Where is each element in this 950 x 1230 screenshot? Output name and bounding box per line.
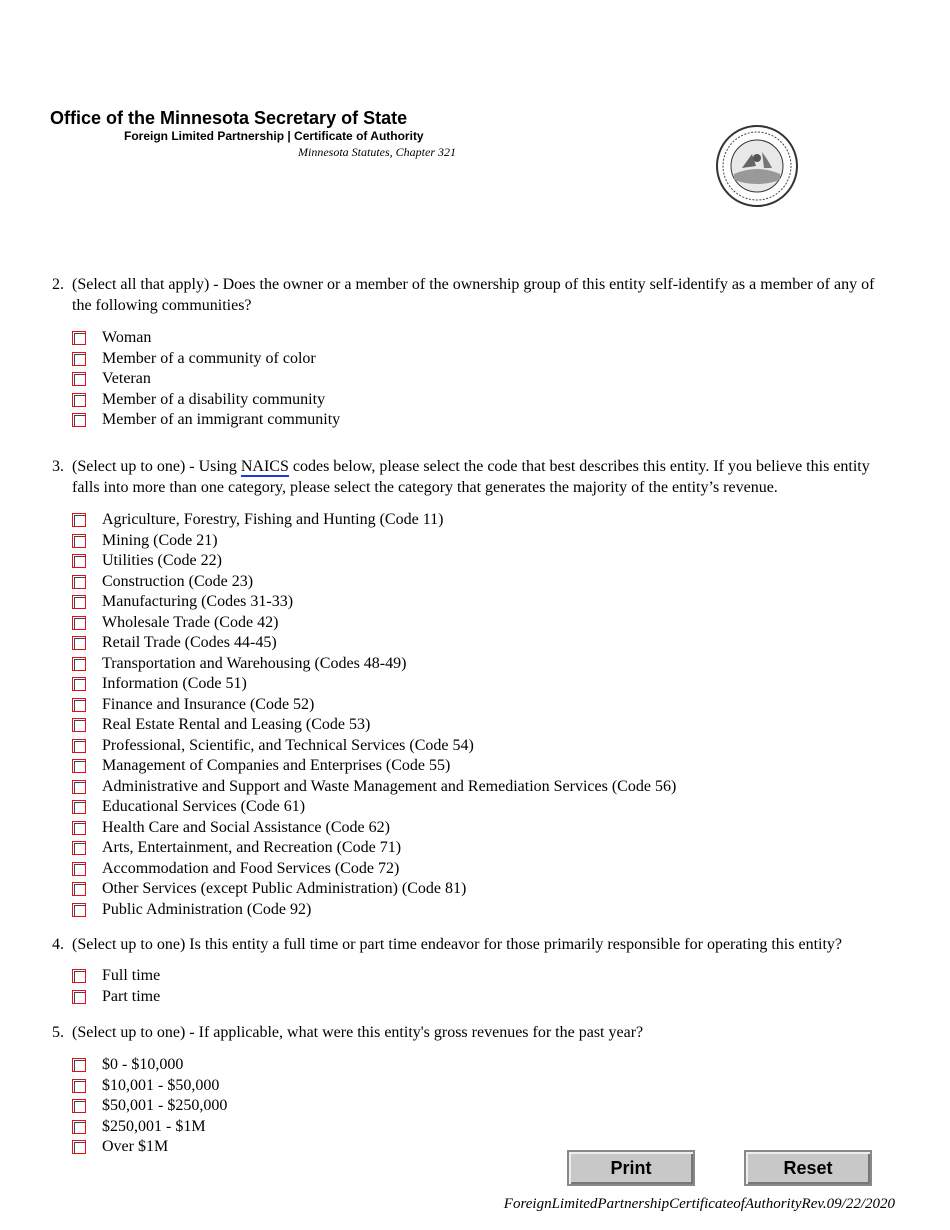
option-label: Mining (Code 21) (102, 531, 218, 549)
checkbox[interactable] (72, 636, 86, 650)
option-code-62[interactable] (72, 818, 676, 839)
question-number: 2. (52, 276, 64, 293)
option-immigrant-community[interactable] (72, 410, 340, 431)
option-label: Woman (102, 329, 152, 347)
option-label: Retail Trade (Codes 44-45) (102, 634, 277, 652)
option-label: Real Estate Rental and Leasing (Code 53) (102, 716, 371, 734)
option-revenue-10k-50k[interactable] (72, 1076, 227, 1097)
checkbox[interactable] (72, 990, 86, 1004)
option-label: Finance and Insurance (Code 52) (102, 695, 315, 713)
option-revenue-0-10k[interactable] (72, 1055, 227, 1076)
option-code-11[interactable] (72, 510, 676, 531)
question-2 (52, 274, 892, 316)
option-label: Educational Services (Code 61) (102, 798, 306, 816)
option-code-81[interactable] (72, 879, 676, 900)
checkbox[interactable] (72, 759, 86, 773)
option-revenue-over-1m[interactable] (72, 1137, 227, 1158)
option-community-of-color[interactable] (72, 349, 340, 370)
option-code-22[interactable] (72, 551, 676, 572)
option-label: Accommodation and Food Services (Code 72) (102, 859, 400, 877)
q3-options (72, 510, 676, 920)
question-text (72, 456, 892, 498)
checkbox[interactable] (72, 595, 86, 609)
checkbox[interactable] (72, 534, 86, 548)
checkbox[interactable] (72, 554, 86, 568)
q2-options (72, 328, 340, 431)
checkbox[interactable] (72, 616, 86, 630)
option-code-48-49[interactable] (72, 654, 676, 675)
question-number: 5. (52, 1024, 64, 1041)
checkbox[interactable] (72, 698, 86, 712)
option-label: $0 - $10,000 (102, 1056, 184, 1074)
option-label: Construction (Code 23) (102, 572, 254, 590)
checkbox[interactable] (72, 969, 86, 983)
option-code-21[interactable] (72, 531, 676, 552)
q4-options (72, 966, 160, 1007)
checkbox[interactable] (72, 677, 86, 691)
checkbox[interactable] (72, 1120, 86, 1134)
option-label: Agriculture, Forestry, Fishing and Hunting (Code 11) (102, 511, 444, 529)
checkbox[interactable] (72, 882, 86, 896)
option-code-72[interactable] (72, 859, 676, 880)
checkbox[interactable] (72, 903, 86, 917)
option-code-54[interactable] (72, 736, 676, 757)
checkbox[interactable] (72, 821, 86, 835)
question-text: (Select all that apply) - Does the owner or a member of the ownership group of this entity self-identify as a member of any of the following communities? (72, 276, 875, 314)
checkbox[interactable] (72, 841, 86, 855)
checkbox[interactable] (72, 575, 86, 589)
page-title: Office of the Minnesota Secretary of State (50, 108, 408, 128)
option-code-55[interactable] (72, 756, 676, 777)
option-code-44-45[interactable] (72, 633, 676, 654)
option-label: Administrative and Support and Waste Management and Remediation Services (Code 56) (102, 777, 677, 795)
option-label: Management of Companies and Enterprises (Code 55) (102, 757, 451, 775)
state-seal-icon (712, 124, 802, 208)
option-label: Member of a disability community (102, 390, 326, 408)
checkbox[interactable] (72, 352, 86, 366)
q5-options (72, 1055, 227, 1158)
question-number: 4. (52, 936, 64, 953)
option-label: $250,001 - $1M (102, 1117, 206, 1135)
statute-reference: Minnesota Statutes, Chapter 321 (298, 145, 456, 159)
question-text: (Select up to one) Is this entity a full time or part time endeavor for those primarily responsible for operating this entity? (72, 936, 843, 953)
option-disability-community[interactable] (72, 390, 340, 411)
option-code-51[interactable] (72, 674, 676, 695)
checkbox[interactable] (72, 513, 86, 527)
checkbox[interactable] (72, 657, 86, 671)
option-label: Public Administration (Code 92) (102, 900, 312, 918)
option-label: $50,001 - $250,000 (102, 1097, 228, 1115)
question-text: (Select up to one) - If applicable, what were this entity's gross revenues for the past year? (72, 1024, 644, 1041)
option-woman[interactable] (72, 328, 340, 349)
option-label: Member of a community of color (102, 349, 316, 367)
checkbox[interactable] (72, 780, 86, 794)
option-code-23[interactable] (72, 572, 676, 593)
option-part-time[interactable] (72, 987, 160, 1008)
question-text-after: codes below, please select the code that best describes this entity. If you believe this entity falls into more than one category, please select the category that generates the majority of the entity’s revenue. (72, 458, 870, 496)
checkbox[interactable] (72, 1099, 86, 1113)
option-code-56[interactable] (72, 777, 676, 798)
option-label: Professional, Scientific, and Technical Services (Code 54) (102, 736, 474, 754)
checkbox[interactable] (72, 331, 86, 345)
option-code-92[interactable] (72, 900, 676, 921)
question-3 (52, 456, 892, 498)
form-revision-footer: ForeignLimitedPartnershipCertificateofAuthorityRev.09/22/2020 (503, 1196, 895, 1212)
option-label: Arts, Entertainment, and Recreation (Code 71) (102, 839, 402, 857)
checkbox[interactable] (72, 800, 86, 814)
checkbox[interactable] (72, 862, 86, 876)
option-label: $10,001 - $50,000 (102, 1076, 220, 1094)
option-label: Information (Code 51) (102, 675, 247, 693)
question-number: 3. (52, 458, 64, 475)
option-label: Other Services (except Public Administration) (Code 81) (102, 880, 467, 898)
option-code-53[interactable] (72, 715, 676, 736)
option-label: Health Care and Social Assistance (Code 62) (102, 818, 390, 836)
option-label: Wholesale Trade (Code 42) (102, 613, 279, 631)
form-subtitle: Foreign Limited Partnership | Certificate of Authority (124, 129, 424, 143)
option-code-61[interactable] (72, 797, 676, 818)
print-button[interactable]: Print (567, 1150, 695, 1186)
checkbox[interactable] (72, 413, 86, 427)
reset-button[interactable]: Reset (744, 1150, 872, 1186)
checkbox[interactable] (72, 718, 86, 732)
question-text-before: (Select up to one) - Using (72, 458, 241, 475)
option-revenue-50k-250k[interactable] (72, 1096, 227, 1117)
checkbox[interactable] (72, 739, 86, 753)
option-label: Manufacturing (Codes 31-33) (102, 593, 294, 611)
option-label: Transportation and Warehousing (Codes 48-49) (102, 654, 407, 672)
option-code-31-33[interactable] (72, 592, 676, 613)
option-code-71[interactable] (72, 838, 676, 859)
option-label: Part time (102, 987, 161, 1005)
option-label: Full time (102, 967, 161, 985)
option-veteran[interactable] (72, 369, 340, 390)
checkbox[interactable] (72, 1079, 86, 1093)
option-code-42[interactable] (72, 613, 676, 634)
question-4 (52, 934, 892, 955)
checkbox[interactable] (72, 393, 86, 407)
checkbox[interactable] (72, 1058, 86, 1072)
option-label: Veteran (102, 370, 151, 388)
checkbox[interactable] (72, 372, 86, 386)
option-revenue-250k-1m[interactable] (72, 1117, 227, 1138)
option-label: Over $1M (102, 1138, 169, 1156)
option-full-time[interactable] (72, 966, 160, 987)
checkbox[interactable] (72, 1140, 86, 1154)
option-label: Member of an immigrant community (102, 411, 341, 429)
question-5 (52, 1022, 892, 1043)
naics-link[interactable]: NAICS (240, 458, 289, 475)
option-label: Utilities (Code 22) (102, 552, 222, 570)
option-code-52[interactable] (72, 695, 676, 716)
